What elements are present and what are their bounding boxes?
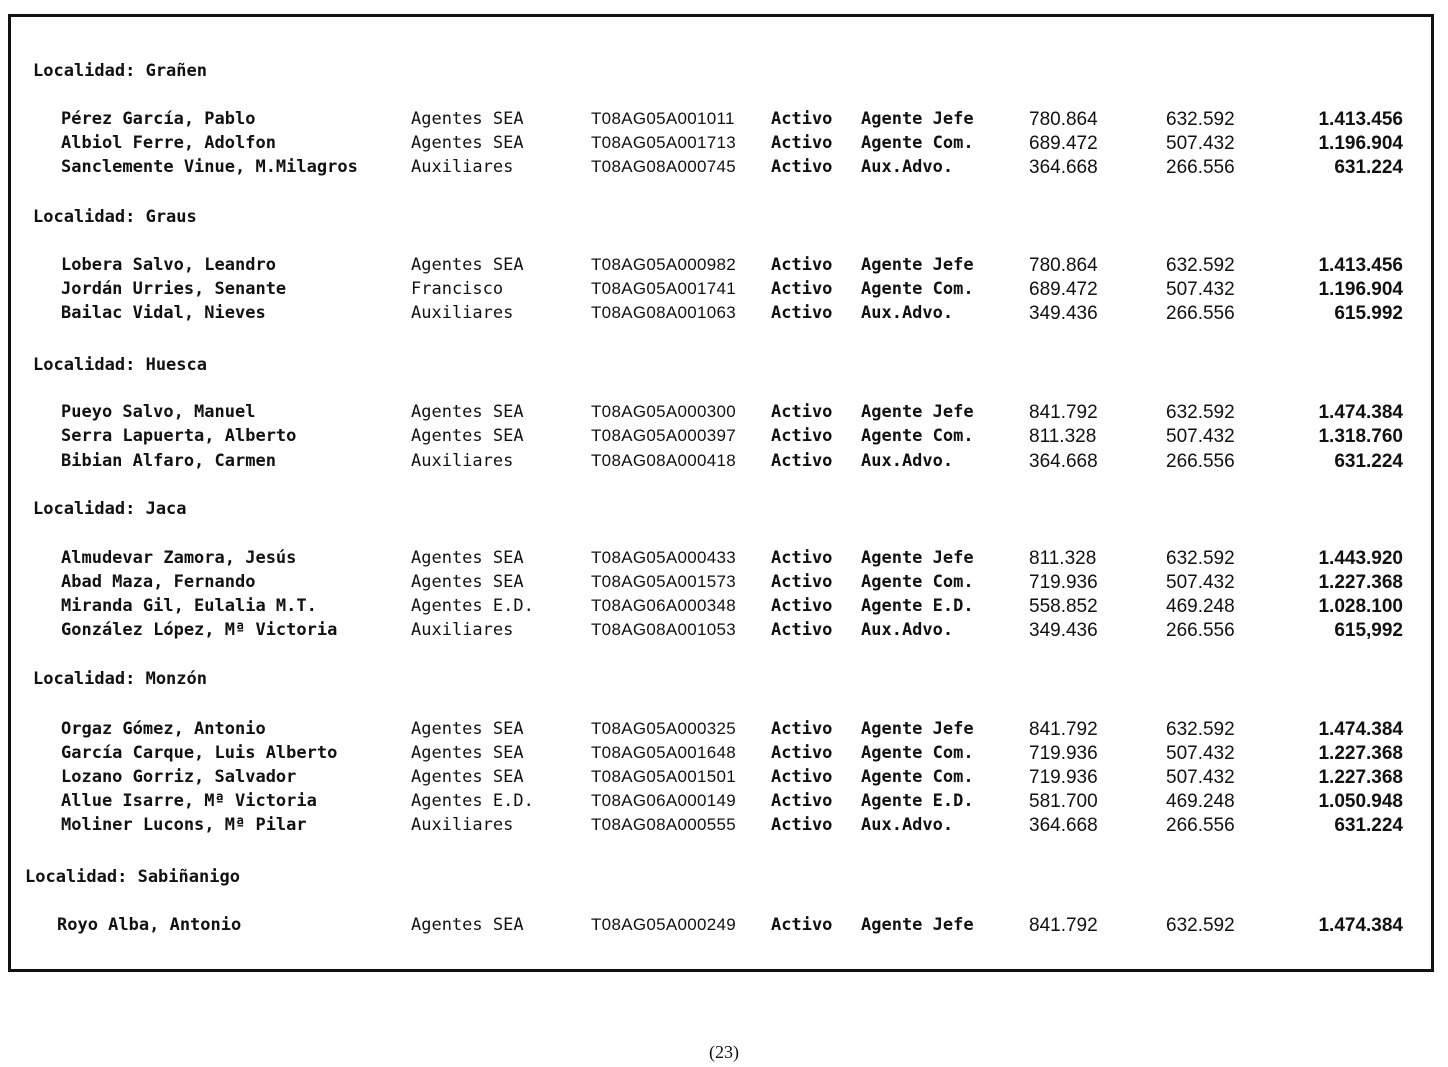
amount-2: 507.432 [1166, 426, 1235, 447]
employee-role: Aux.Advo. [861, 303, 954, 323]
amount-1: 558.852 [1029, 596, 1098, 617]
amount-1: 364.668 [1029, 157, 1098, 178]
employee-name: Pueyo Salvo, Manuel [61, 402, 256, 422]
employee-status: Activo [771, 402, 833, 422]
amount-1: 811.328 [1029, 548, 1097, 569]
employee-name: Almudevar Zamora, Jesús [61, 548, 297, 568]
employee-code: T08AG06A000149 [591, 791, 737, 810]
employee-status: Activo [771, 303, 833, 323]
employee-group: Agentes SEA [411, 133, 524, 153]
employee-code: T08AG05A001648 [591, 743, 737, 762]
employee-group: Agentes SEA [411, 548, 524, 568]
employee-group: Agentes SEA [411, 767, 524, 787]
employee-code: T08AG05A000249 [591, 915, 737, 934]
employee-code: T08AG05A000300 [591, 402, 737, 421]
employee-role: Agente Com. [861, 767, 974, 787]
amount-total: 615.992 [1334, 303, 1403, 324]
amount-2: 632.592 [1166, 548, 1235, 569]
table-row [11, 620, 1431, 644]
employee-code: T08AG05A000397 [591, 426, 737, 445]
section-heading-jaca: Localidad: Jaca [33, 499, 187, 519]
amount-1: 719.936 [1029, 767, 1098, 788]
amount-total: 631.224 [1334, 157, 1403, 178]
amount-total: 1.474.384 [1318, 402, 1403, 423]
amount-2: 632.592 [1166, 255, 1235, 276]
employee-group: Agentes E.D. [411, 791, 534, 811]
employee-name: Pérez García, Pablo [61, 109, 256, 129]
amount-total: 1.227.368 [1318, 743, 1403, 764]
amount-1: 349.436 [1029, 303, 1098, 324]
employee-name: Jordán Urries, Senante [61, 279, 287, 299]
section-heading-monzon: Localidad: Monzón [33, 669, 207, 689]
amount-total: 1.196.904 [1318, 133, 1403, 154]
table-row [11, 426, 1431, 450]
amount-1: 719.936 [1029, 572, 1098, 593]
amount-total: 631.224 [1334, 815, 1403, 836]
amount-total: 1.028.100 [1318, 596, 1403, 617]
employee-name: Serra Lapuerta, Alberto [61, 426, 297, 446]
amount-1: 689.472 [1029, 279, 1098, 300]
employee-role: Aux.Advo. [861, 451, 954, 471]
amount-2: 266.556 [1166, 815, 1235, 836]
employee-role: Agente E.D. [861, 596, 974, 616]
amount-2: 266.556 [1166, 451, 1235, 472]
employee-group: Agentes SEA [411, 402, 524, 422]
amount-total: 1.227.368 [1318, 767, 1403, 788]
employee-status: Activo [771, 620, 833, 640]
employee-status: Activo [771, 572, 833, 592]
amount-2: 507.432 [1166, 767, 1235, 788]
employee-group: Agentes SEA [411, 719, 524, 739]
table-row [11, 451, 1431, 475]
employee-name: Royo Alba, Antonio [57, 915, 242, 935]
employee-code: T08AG05A001501 [591, 767, 737, 786]
employee-role: Aux.Advo. [861, 157, 954, 177]
amount-2: 632.592 [1166, 402, 1235, 423]
employee-role: Agente Jefe [861, 109, 974, 129]
employee-code: T08AG08A000418 [591, 451, 737, 470]
amount-2: 266.556 [1166, 157, 1235, 178]
amount-2: 469.248 [1166, 596, 1235, 617]
employee-group: Auxiliares [411, 451, 514, 471]
employee-group: Agentes E.D. [411, 596, 534, 616]
employee-code: T08AG05A001011 [591, 109, 735, 128]
amount-1: 780.864 [1029, 109, 1098, 130]
employee-status: Activo [771, 451, 833, 471]
section-heading-graus: Localidad: Graus [33, 207, 197, 227]
employee-code: T08AG05A001573 [591, 572, 737, 591]
employee-name: Allue Isarre, Mª Victoria [61, 791, 317, 811]
amount-1: 364.668 [1029, 815, 1098, 836]
employee-code: T08AG08A001063 [591, 303, 737, 322]
employee-status: Activo [771, 719, 833, 739]
employee-status: Activo [771, 791, 833, 811]
employee-code: T08AG05A001741 [591, 279, 737, 298]
employee-code: T08AG05A000433 [591, 548, 737, 567]
section-heading-granen: Localidad: Grañen [33, 61, 207, 81]
employee-group: Francisco [411, 279, 504, 299]
amount-total: 1.050.948 [1318, 791, 1403, 812]
employee-name: Lobera Salvo, Leandro [61, 255, 276, 275]
table-row [11, 596, 1431, 620]
amount-1: 780.864 [1029, 255, 1098, 276]
employee-role: Agente E.D. [861, 791, 974, 811]
employee-group: Agentes SEA [411, 572, 524, 592]
amount-total: 1.413.456 [1318, 255, 1403, 276]
section-heading-sabinanigo: Localidad: Sabiñanigo [25, 867, 240, 887]
table-row [11, 255, 1431, 279]
employee-group: Agentes SEA [411, 426, 524, 446]
amount-1: 841.792 [1029, 402, 1098, 423]
employee-role: Agente Jefe [861, 915, 974, 935]
table-row [11, 133, 1431, 157]
amount-1: 719.936 [1029, 743, 1098, 764]
employee-status: Activo [771, 596, 833, 616]
employee-status: Activo [771, 279, 833, 299]
employee-role: Agente Jefe [861, 548, 974, 568]
employee-code: T08AG06A000348 [591, 596, 737, 615]
amount-total: 615,992 [1334, 620, 1403, 641]
amount-2: 507.432 [1166, 743, 1235, 764]
amount-2: 507.432 [1166, 572, 1235, 593]
employee-role: Agente Com. [861, 572, 974, 592]
employee-name: Abad Maza, Fernando [61, 572, 256, 592]
table-row [11, 157, 1431, 181]
employee-group: Agentes SEA [411, 915, 524, 935]
employee-role: Aux.Advo. [861, 620, 954, 640]
table-row [11, 109, 1431, 133]
amount-1: 364.668 [1029, 451, 1098, 472]
employee-group: Agentes SEA [411, 743, 524, 763]
table-row [11, 279, 1431, 303]
employee-group: Auxiliares [411, 620, 514, 640]
employee-group: Agentes SEA [411, 109, 524, 129]
amount-2: 632.592 [1166, 719, 1235, 740]
employee-group: Agentes SEA [411, 255, 524, 275]
employee-status: Activo [771, 426, 833, 446]
employee-role: Agente Jefe [861, 255, 974, 275]
amount-2: 266.556 [1166, 303, 1235, 324]
employee-code: T08AG05A000325 [591, 719, 737, 738]
section-heading-huesca: Localidad: Huesca [33, 355, 207, 375]
amount-total: 1.318.760 [1318, 426, 1403, 447]
employee-name: Moliner Lucons, Mª Pilar [61, 815, 307, 835]
employee-status: Activo [771, 915, 833, 935]
employee-name: González López, Mª Victoria [61, 620, 338, 640]
employee-code: T08AG05A001713 [591, 133, 737, 152]
table-row [11, 402, 1431, 426]
amount-total: 1.474.384 [1318, 719, 1403, 740]
employee-status: Activo [771, 109, 833, 129]
table-frame [8, 14, 1434, 972]
employee-status: Activo [771, 815, 833, 835]
employee-name: Miranda Gil, Eulalia M.T. [61, 596, 317, 616]
employee-status: Activo [771, 548, 833, 568]
amount-total: 1.474.384 [1318, 915, 1403, 936]
amount-2: 632.592 [1166, 109, 1235, 130]
amount-total: 1.413.456 [1318, 109, 1403, 130]
employee-group: Auxiliares [411, 303, 514, 323]
amount-2: 632.592 [1166, 915, 1235, 936]
employee-status: Activo [771, 133, 833, 153]
amount-total: 1.196.904 [1318, 279, 1403, 300]
page-number: (23) [709, 1042, 739, 1062]
table-row [11, 743, 1431, 767]
employee-name: Albiol Ferre, Adolfon [61, 133, 276, 153]
table-row [11, 548, 1431, 572]
table-row [11, 719, 1431, 743]
table-row [11, 767, 1431, 791]
employee-group: Auxiliares [411, 815, 514, 835]
employee-group: Auxiliares [411, 157, 514, 177]
employee-code: T08AG08A000555 [591, 815, 737, 834]
employee-role: Agente Jefe [861, 402, 974, 422]
amount-2: 469.248 [1166, 791, 1235, 812]
employee-name: Bibian Alfaro, Carmen [61, 451, 276, 471]
employee-role: Agente Com. [861, 133, 974, 153]
amount-2: 507.432 [1166, 133, 1235, 154]
amount-2: 507.432 [1166, 279, 1235, 300]
employee-role: Agente Com. [861, 426, 974, 446]
employee-status: Activo [771, 157, 833, 177]
amount-2: 266.556 [1166, 620, 1235, 641]
amount-total: 631.224 [1334, 451, 1403, 472]
employee-status: Activo [771, 743, 833, 763]
amount-total: 1.227.368 [1318, 572, 1403, 593]
table-row [11, 303, 1431, 327]
employee-name: Lozano Gorriz, Salvador [61, 767, 297, 787]
employee-code: T08AG08A000745 [591, 157, 737, 176]
table-row [11, 791, 1431, 815]
table-row [11, 815, 1431, 839]
employee-code: T08AG05A000982 [591, 255, 737, 274]
amount-1: 841.792 [1029, 719, 1098, 740]
amount-1: 811.328 [1029, 426, 1097, 447]
employee-role: Aux.Advo. [861, 815, 954, 835]
amount-1: 581.700 [1029, 791, 1098, 812]
amount-1: 841.792 [1029, 915, 1098, 936]
employee-status: Activo [771, 255, 833, 275]
amount-total: 1.443.920 [1318, 548, 1403, 569]
table-row [11, 572, 1431, 596]
employee-role: Agente Jefe [861, 719, 974, 739]
amount-1: 689.472 [1029, 133, 1098, 154]
employee-status: Activo [771, 767, 833, 787]
employee-name: Orgaz Gómez, Antonio [61, 719, 266, 739]
employee-code: T08AG08A001053 [591, 620, 737, 639]
employee-name: García Carque, Luis Alberto [61, 743, 338, 763]
amount-1: 349.436 [1029, 620, 1098, 641]
employee-role: Agente Com. [861, 743, 974, 763]
employee-name: Bailac Vidal, Nieves [61, 303, 266, 323]
employee-name: Sanclemente Vinue, M.Milagros [61, 157, 358, 177]
table-row [11, 915, 1431, 939]
employee-role: Agente Com. [861, 279, 974, 299]
